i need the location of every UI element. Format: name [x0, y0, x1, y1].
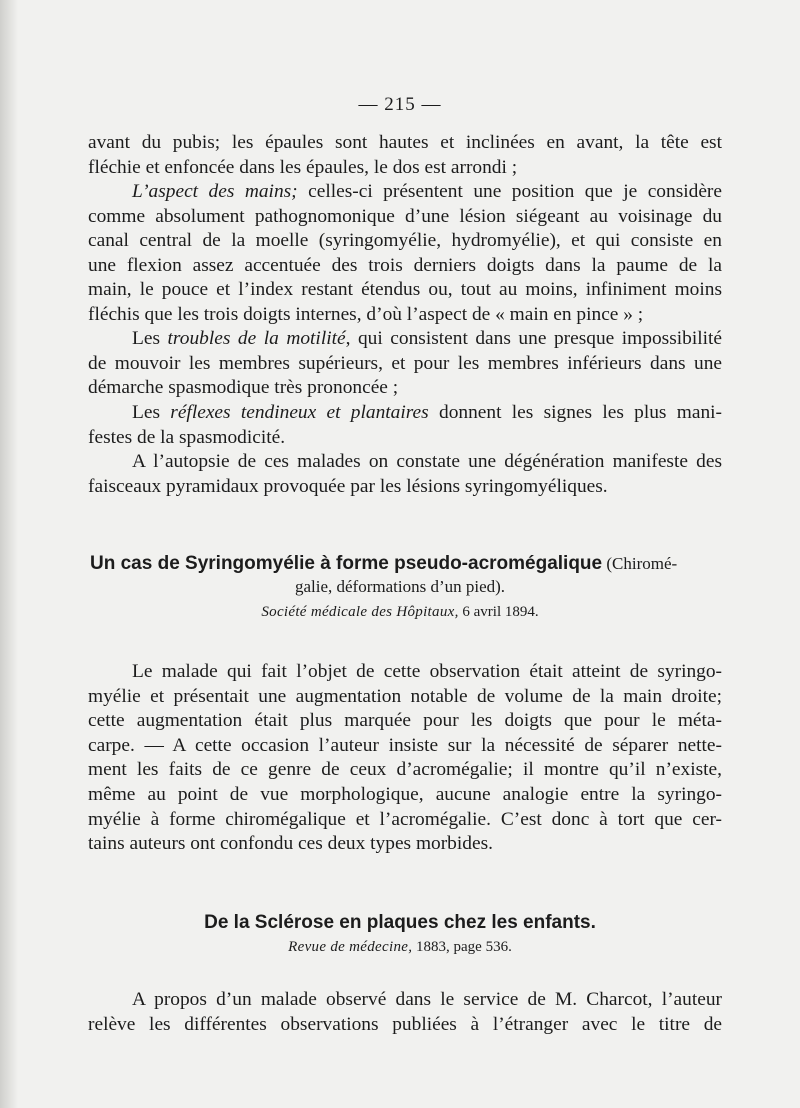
- section-source: [0, 604, 800, 621]
- text-line: carpe. — A cette occasion l’auteur insiste sur la nécessité de séparer nette-: [88, 734, 722, 756]
- text-line: tains auteurs ont confondu ces deux types morbides.: [88, 833, 493, 855]
- text-line: [88, 180, 722, 205]
- text-line: A l’autopsie de ces malades on constate une dégénération manifeste des: [132, 451, 722, 472]
- text-line: avant du pubis; les épaules sont hautes et inclinées en avant, la tête est: [88, 132, 722, 153]
- text-line: myélie et présentait une augmentation notable de volume de la main droite;: [88, 685, 722, 707]
- text-line: festes de la spasmodicité.: [88, 426, 286, 448]
- italic-phrase: réflexes tendineux et plantaires: [170, 402, 429, 423]
- text-line: faisceaux pyramidaux provoquée par les lésions syringomyéliques.: [88, 475, 608, 497]
- paragraph-1: [88, 131, 722, 180]
- text-line: [88, 401, 722, 426]
- section2-body: [88, 988, 722, 1037]
- paragraph-3: [88, 327, 722, 401]
- text-line: Le malade qui fait l’objet de cette observation était atteint de syringo-: [132, 661, 722, 682]
- section-heading-sclerose: De la Sclérose en plaques chez les enfants.: [204, 912, 596, 933]
- section-title-line2: galie, déformations d’un pied).: [294, 577, 506, 596]
- text-line: fléchie et enfoncée dans les épaules, le dos est arrondi ;: [88, 156, 518, 178]
- italic-phrase: L’aspect des mains;: [132, 181, 298, 202]
- source-date: 1883, page 536.: [412, 939, 512, 955]
- text-line: de mouvoir les membres supérieurs, et pour les membres inférieurs dans une: [88, 352, 722, 374]
- text-line: canal central de la moelle (syringomyélie, hydromyélie), et qui consiste en: [88, 230, 722, 252]
- page-number: — 215 —: [358, 94, 442, 115]
- text-line: une flexion assez accentuée des trois derniers doigts dans la paume de la: [88, 254, 722, 276]
- section-title-paren: (Chiromé-: [602, 554, 678, 573]
- text-line: [88, 327, 722, 352]
- source-journal: Revue de médecine,: [288, 939, 413, 955]
- text-run: donnent les signes les plus mani-: [428, 402, 722, 423]
- text-line: même au point de vue morphologique, aucune analogie entre la syringo-: [88, 783, 722, 805]
- paragraph-4: [88, 401, 722, 450]
- source-journal: Société médicale des Hôpitaux,: [261, 604, 459, 620]
- text-run: Les: [132, 402, 171, 423]
- text-line: main, le pouce et l’index restant étendus ou, tout au moins, infiniment moins: [88, 279, 722, 301]
- section-heading-syringomyelie: [90, 553, 724, 575]
- text-line: relève les différentes observations publiées à l’étranger avec le titre de: [88, 1013, 722, 1035]
- section1-body: [88, 660, 722, 857]
- paragraph-5: [88, 450, 722, 499]
- source-date: 6 avril 1894.: [458, 604, 539, 620]
- text-line: fléchis que les trois doigts internes, d’où l’aspect de « main en pince » ;: [88, 303, 644, 325]
- text-run: celles-ci présentent une position que je considère: [297, 181, 722, 202]
- section-source: [0, 939, 800, 956]
- text-line: ment les faits de ce genre de ceux d’acromégalie; il montre qu’il n’existe,: [88, 759, 722, 781]
- text-line: myélie à forme chiromégalique et l’acromégalie. C’est donc à tort que cer-: [88, 808, 722, 830]
- section-title: Un cas de Syringomyélie à forme pseudo-acromégalique: [90, 553, 603, 574]
- text-line: A propos d’un malade observé dans le service de M. Charcot, l’auteur: [132, 989, 722, 1010]
- paragraph-2: [88, 180, 722, 328]
- text-line: démarche spasmodique très prononcée ;: [88, 377, 399, 399]
- italic-phrase: troubles de la motilité: [167, 328, 346, 349]
- text-line: cette augmentation était plus marquée pour les doigts que pour le méta-: [88, 710, 722, 732]
- text-run: Les: [132, 328, 168, 349]
- text-run: , qui consistent dans une presque impossibilité: [345, 328, 722, 349]
- text-line: comme absolument pathognomonique d’une lésion siégeant au voisinage du: [88, 205, 722, 227]
